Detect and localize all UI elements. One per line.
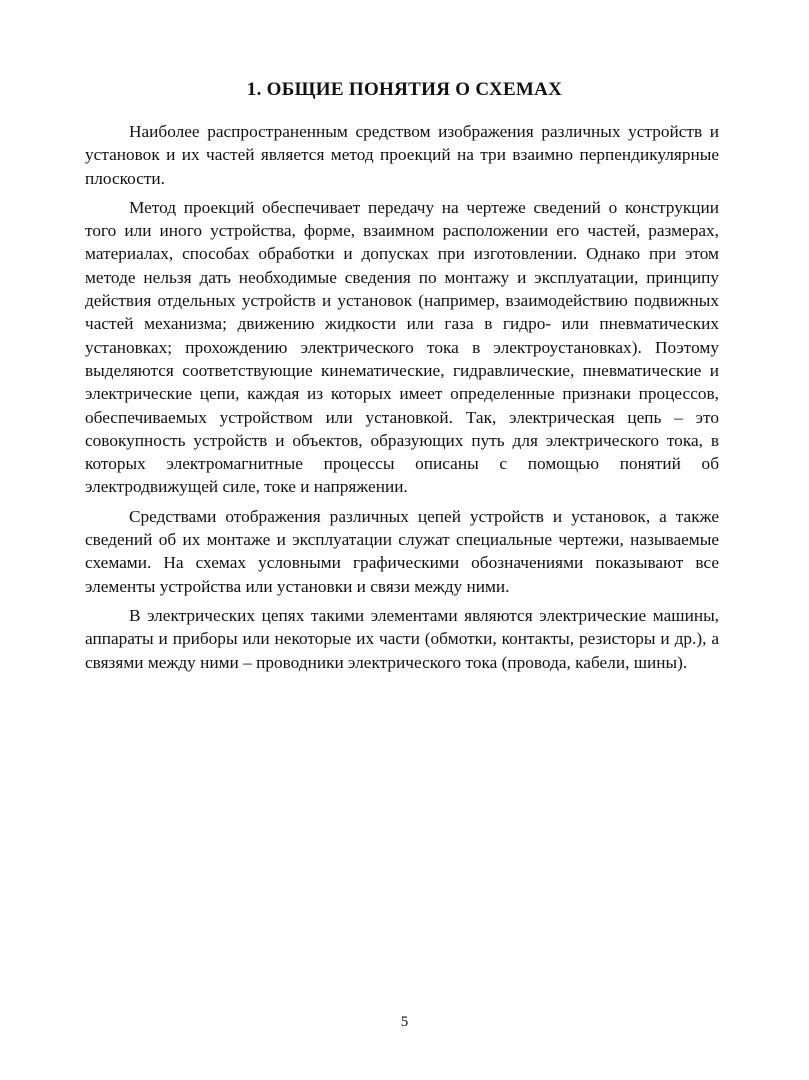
paragraph-4: В электрических цепях такими элементами являются электрические машины, аппараты и приборы или некоторые их части (обмотки, контакты, резисторы и др.), а связями между ними – проводники электрического тока (провода, кабели, шины).	[85, 605, 719, 672]
body-text	[85, 120, 719, 674]
paragraph-1: Наиболее распространенным средством изображения различных устройств и установок и их частей является метод проекций на три взаимно перпендикулярные плоскости.	[85, 122, 719, 188]
page-number: 5	[400, 1014, 409, 1030]
paragraph-3: Средствами отображения различных цепей устройств и установок, а также сведений об их монтаже и эксплуатации служат специальные чертежи, называемые схемами. На схемах условными графическими обозначениями показывают все элементы устройства или установки и связи между ними.	[85, 506, 719, 596]
paragraph-2: Метод проекций обеспечивает передачу на чертеже сведений о конструкции того или иного устройства, форме, взаимном расположении его частей, размерах, материалах, способах обработки и допусках при изготовлении. Однако при этом методе нельзя дать необходимые сведения по монтажу и эксплуатации, принципу действия отдельных устройств и установок (например, взаимодействию подвижных частей механизма; движению жидкости или газа в гидро- или пневматических установках; прохождению электрического тока в электроустановках). Поэтому выделяются соответствующие кинематические, гидравлические, пневматические и электрические цепи, каждая из которых имеет определенные признаки процессов, обеспечиваемых устройством или установкой. Так, электрическая цепь – это совокупность устройств и объектов, образующих путь для электрического тока, в которых электромагнитные процессы описаны с помощью понятий об электродвижущей силе, токе и напряжении.	[85, 197, 719, 497]
page-title: 1. ОБЩИЕ ПОНЯТИЯ О СХЕМАХ	[246, 79, 563, 100]
